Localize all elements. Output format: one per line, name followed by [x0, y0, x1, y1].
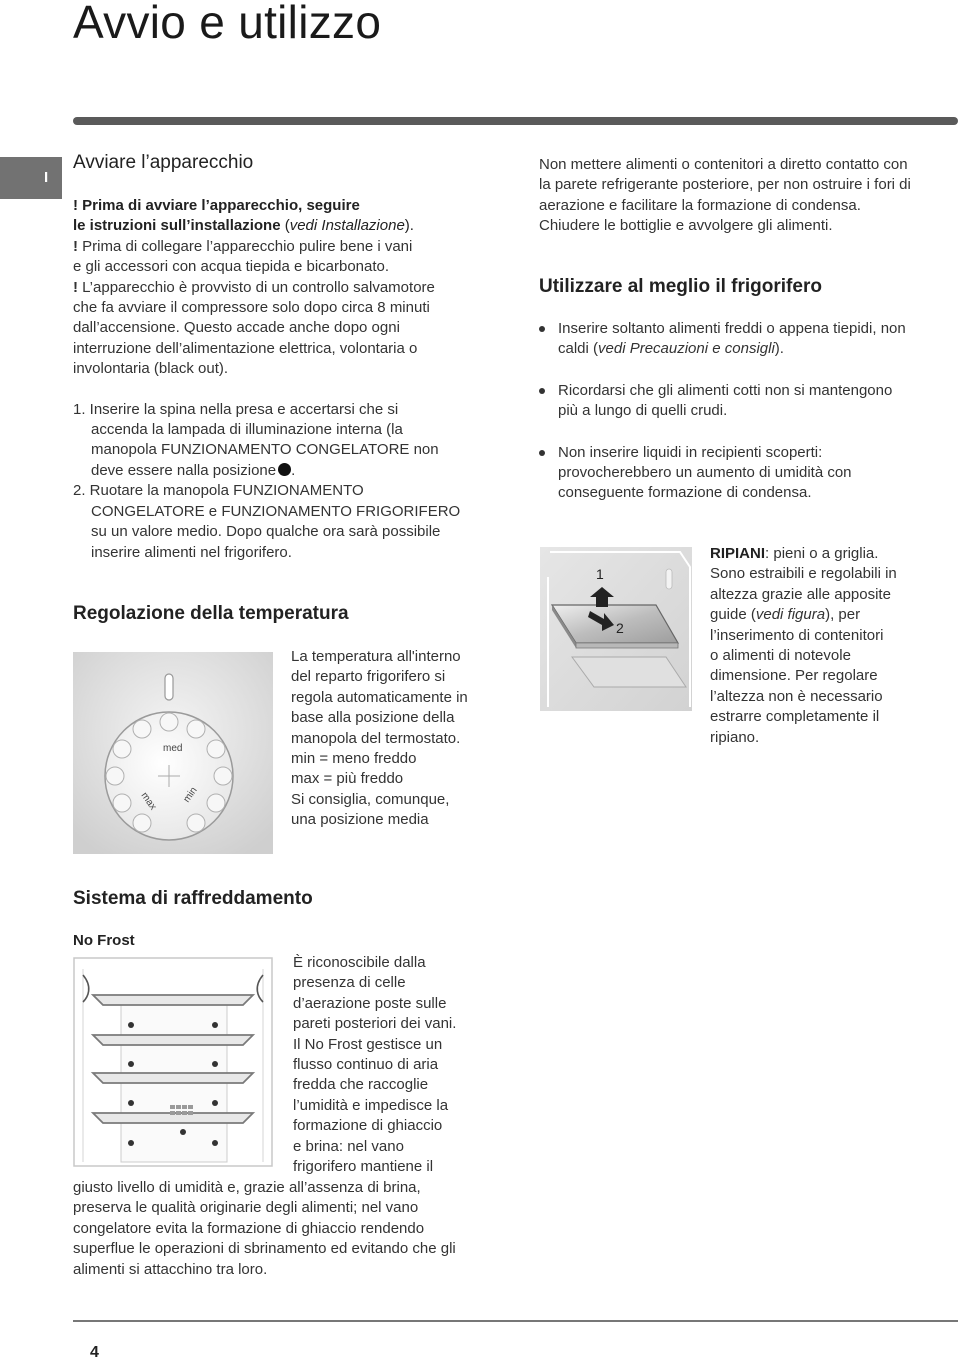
header-rule — [73, 117, 958, 125]
start-body — [73, 196, 493, 563]
dial-label-med: med — [163, 743, 183, 754]
step-2: 2. Ruotare la manopola FUNZIONAMENTO CONGELATORE e FUNZIONAMENTO FRIGORIFERO su un valore medio. Dopo qualche ora sarà possibile inserire alimenti nel frigorifero. — [73, 482, 461, 561]
bullet-icon — [539, 326, 545, 332]
page-title: Avvio e utilizzo — [73, 0, 382, 48]
section-heading-cooling: Sistema di raffreddamento — [73, 888, 313, 909]
section-heading-start: Avviare l’apparecchio — [73, 152, 254, 173]
list-item: Ricordarsi che gli alimenti cotti non si mantengono più a lungo di quelli crudi. — [539, 381, 959, 422]
shelf-label-2: 2 — [616, 620, 624, 636]
position-dot-icon — [278, 463, 291, 476]
no-frost-fridge-figure — [73, 957, 273, 1167]
warning-2: ! Prima di collegare l’apparecchio pulire bene i vani e gli accessori con acqua tiepida e bicarbonato. — [73, 237, 413, 276]
section-heading-temperature: Regolazione della temperatura — [73, 603, 349, 624]
thermostat-dial-figure — [73, 652, 273, 854]
dial-label-max: max — [138, 790, 159, 813]
temperature-text: La temperatura all'interno del reparto frigorifero si regola automaticamente in base alla posizione della manopola del termostato. min = meno freddo max = più freddo Si consiglia, comunque, una posizione media — [291, 648, 468, 829]
best-use-list — [539, 319, 959, 504]
language-tab: I — [0, 157, 62, 199]
no-frost-full-text: giusto livello di umidità e, grazie all’assenza di brina, preserva le qualità originarie degli alimenti; nel vano congelatore evita la formazione di ghiaccio rendendo superflue le operazioni di sbrinamento ed evitando che gli alimenti si attacchino tra loro. — [73, 1179, 456, 1278]
ripiani-text: RIPIANI: pieni o a griglia. Sono estraibili e regolabili in altezza grazie alle apposite guide (vedi figura), per l’inserimento di contenitori o alimenti di notevole dimensione. Per regolare l’altezza non è necessario estrarre completamente il ripiano. — [710, 545, 897, 746]
section-heading-best-use: Utilizzare al meglio il frigorifero — [539, 276, 822, 297]
list-item: Non inserire liquidi in recipienti scoperti: provocherebbero un aumento di umidità con conseguente formazione di condensa. — [539, 443, 959, 504]
step-1: 1. Inserire la spina nella presa e accertarsi che si accenda la lampada di illuminazione interna (la manopola FUNZIONAMENTO CONGELATORE non deve essere nalla posizione . — [73, 400, 439, 479]
shelf-figure — [540, 547, 692, 711]
page-number: 4 — [90, 1344, 99, 1361]
bullet-icon — [539, 450, 545, 456]
warning-3: ! L’apparecchio è provvisto di un controllo salvamotore che fa avviare il compressore solo dopo circa 8 minuti dall’accensione. Questo accade anche dopo ogni interruzione dell’alimentazione elettrica, volontaria o involontaria (black out). — [73, 278, 435, 378]
lamp-indicator-icon — [165, 674, 173, 700]
shelf-label-1: 1 — [596, 566, 604, 582]
warning-1: ! Prima di avviare l’apparecchio, seguire le istruzioni sull’installazione (vedi Installazione). — [73, 197, 414, 235]
subheading-no-frost: No Frost — [73, 932, 135, 949]
right-intro-text: Non mettere alimenti o contenitori a diretto contatto con la parete refrigerante posteriore, per non ostruire i fori di aerazione e facilitare la formazione di condensa. Chiudere le bottiglie e avvolgere gli alimenti. — [539, 156, 911, 235]
footer-rule — [73, 1320, 958, 1322]
no-frost-wrap-text: È riconoscibile dalla presenza di celle d’aerazione poste sulle pareti posteriori dei vani. Il No Frost gestisce un flusso continuo di aria fredda che raccoglie l’umidità e impedisce la formazione di ghiaccio e brina: nel vano frigorifero mantiene il — [293, 954, 457, 1176]
list-item: Inserire soltanto alimenti freddi o appena tiepidi, non caldi (vedi Precauzioni e consigli). — [539, 319, 959, 360]
bullet-icon — [539, 388, 545, 394]
dial-label-min: min — [181, 785, 200, 805]
